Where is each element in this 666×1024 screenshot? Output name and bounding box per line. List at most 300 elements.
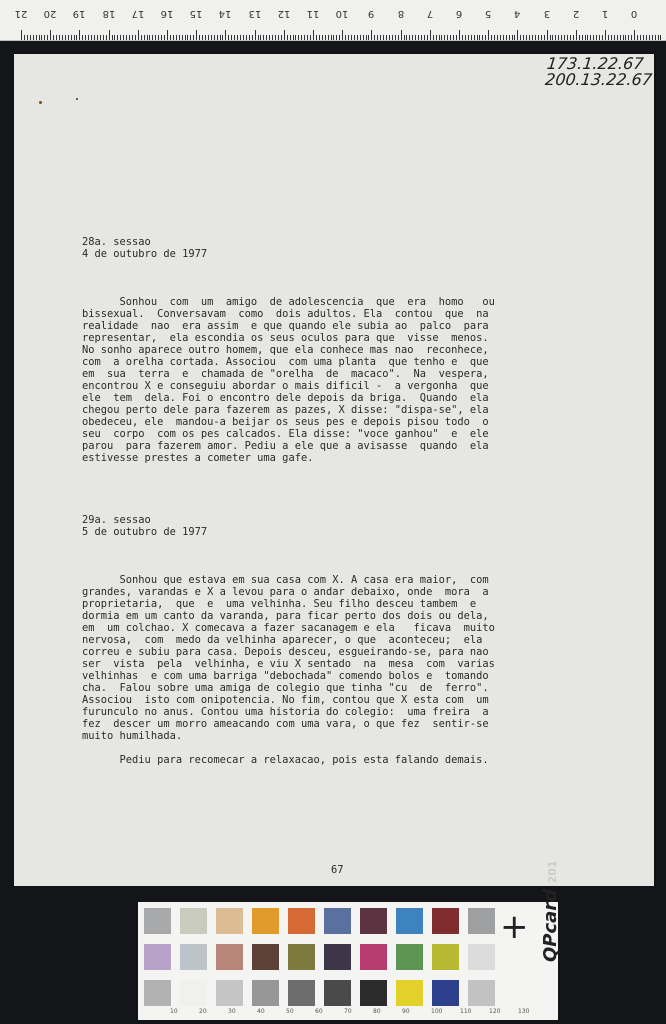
ruler-tick — [439, 35, 440, 40]
ruler-tick — [433, 35, 434, 40]
ruler-tick — [643, 35, 644, 40]
color-swatch — [144, 944, 171, 970]
color-swatch — [396, 980, 423, 1006]
ruler-tick — [152, 35, 153, 40]
ruler-tick — [570, 35, 571, 40]
ruler-tick — [246, 35, 247, 40]
ruler-tick — [550, 35, 551, 40]
ruler-tick — [649, 35, 650, 40]
ruler-label: 3 — [543, 8, 550, 19]
ruler-tick — [255, 30, 256, 40]
session-date: 4 de outubro de 1977 — [82, 248, 208, 260]
ruler-tick — [482, 35, 483, 40]
ruler-tick — [135, 35, 136, 40]
ruler-tick — [123, 35, 124, 40]
paper-spot — [39, 101, 42, 104]
scale-label: 120 — [489, 1008, 501, 1015]
ruler-tick — [587, 35, 588, 40]
card-scale — [138, 1008, 528, 1018]
ruler-tick — [552, 35, 553, 40]
ruler-tick — [27, 35, 28, 40]
text-line: No sonho aparece outro homem, que ela conhece mas nao reconhece, — [82, 344, 489, 356]
ruler-label: 7 — [426, 8, 433, 19]
text-line: encontrou X e conseguiu abordar o mais dificil - a vergonha que — [82, 380, 489, 392]
ruler-tick — [217, 35, 218, 40]
ruler-tick — [459, 30, 460, 40]
ruler-tick — [652, 35, 653, 40]
ruler-label: 19 — [73, 8, 86, 19]
color-swatch — [252, 944, 279, 970]
ruler-tick — [509, 35, 510, 40]
ruler-tick — [82, 35, 83, 40]
ruler-tick — [500, 35, 501, 40]
ruler-tick — [287, 35, 288, 40]
color-swatch — [432, 908, 459, 934]
ruler-tick — [640, 35, 641, 40]
text-line: ele tem dela. Foi o encontro dele depois da briga. Quando ela — [82, 392, 489, 404]
ruler-tick — [112, 35, 113, 40]
session-title: 28a. sessao — [82, 236, 151, 248]
ruler-label: 9 — [368, 8, 375, 19]
ruler-tick — [380, 35, 381, 40]
ruler-tick — [479, 35, 480, 40]
color-swatch — [360, 908, 387, 934]
ruler-tick — [573, 35, 574, 40]
ruler-tick — [514, 35, 515, 40]
ruler-label: 18 — [102, 8, 115, 19]
ruler-tick — [590, 35, 591, 40]
ruler-tick — [214, 35, 215, 40]
ruler-tick — [220, 35, 221, 40]
brand-name: QPcard — [540, 888, 561, 962]
ruler-tick — [176, 35, 177, 40]
scale-label: 60 — [315, 1008, 323, 1015]
ruler-tick — [412, 35, 413, 40]
ruler-tick — [316, 35, 317, 40]
ruler-tick — [322, 35, 323, 40]
ruler-tick — [477, 35, 478, 40]
ruler-tick — [453, 35, 454, 40]
page-number: 67 — [331, 864, 344, 876]
paper-spot — [76, 98, 78, 100]
brand-model: 201 — [546, 860, 559, 884]
ruler-tick — [258, 35, 259, 40]
text-line: fez descer um morro ameacando com uma vara, o que fez sentir-se — [82, 718, 489, 730]
document-page — [14, 54, 654, 886]
ruler-tick — [617, 35, 618, 40]
ruler-tick — [614, 35, 615, 40]
ruler-tick — [596, 35, 597, 40]
ruler-tick — [263, 35, 264, 40]
text-line: ser vista pela velhinha, e viu X sentado na mesa com varias — [82, 658, 495, 670]
color-swatch — [360, 944, 387, 970]
ruler-tick — [126, 35, 127, 40]
color-swatch — [324, 908, 351, 934]
ruler-tick — [357, 35, 358, 40]
ruler-tick — [211, 35, 212, 40]
ruler-tick — [109, 30, 110, 40]
ruler-label: 6 — [455, 8, 463, 19]
ruler-tick — [222, 35, 223, 40]
ruler-tick — [517, 30, 518, 40]
ruler-tick — [88, 35, 89, 40]
ruler-tick — [488, 30, 489, 40]
ruler-tick — [503, 35, 504, 40]
session-29-header — [82, 514, 207, 538]
ruler-tick — [471, 35, 472, 40]
ruler-tick — [558, 35, 559, 40]
ruler-tick — [368, 35, 369, 40]
ruler-tick — [182, 35, 183, 40]
ruler-tick — [374, 35, 375, 40]
ruler-tick — [348, 35, 349, 40]
ruler-tick — [634, 30, 635, 40]
color-swatch — [144, 908, 171, 934]
ruler-tick — [544, 35, 545, 40]
text-line: parou para fazerem amor. Pediu a ele que a avisasse quando ela — [82, 440, 489, 452]
color-swatch — [144, 980, 171, 1006]
ruler-tick — [284, 30, 285, 40]
color-swatch — [432, 944, 459, 970]
ruler-label: 13 — [248, 8, 261, 19]
ruler-tick — [512, 35, 513, 40]
scale-label: 30 — [228, 1008, 236, 1015]
ruler-tick — [97, 35, 98, 40]
text-line: representar, ela escondia os seus oculos para que visse menos. — [82, 332, 489, 344]
registration-cross-icon: + — [500, 907, 529, 947]
ruler-tick — [269, 35, 270, 40]
ruler-label: 15 — [189, 8, 203, 19]
ruler-tick — [91, 35, 92, 40]
text-line: Associou isto com onipotencia. No fim, contou que X esta com um — [82, 694, 489, 706]
ruler-tick — [106, 35, 107, 40]
ruler-tick — [185, 35, 186, 40]
ruler-label: 8 — [397, 8, 404, 19]
ruler-tick — [424, 35, 425, 40]
ruler-tick — [281, 35, 282, 40]
ruler-tick — [328, 35, 329, 40]
ruler-tick — [418, 35, 419, 40]
color-swatch — [468, 944, 495, 970]
annotation-line: 173.1.22.67 — [545, 54, 645, 73]
ruler-tick — [462, 35, 463, 40]
text-line: grandes, varandas e X a levou para o andar debaixo, onde mora a — [82, 586, 489, 598]
text-line: obedeceu, ele mandou-a beijar os seus pes e depois pisou todo o — [82, 416, 489, 428]
ruler-tick — [395, 35, 396, 40]
scale-label: 110 — [460, 1008, 472, 1015]
ruler-tick — [339, 35, 340, 40]
ruler-tick — [298, 35, 299, 40]
color-swatch — [432, 980, 459, 1006]
paragraph-gap — [82, 742, 495, 754]
ruler-tick — [415, 35, 416, 40]
ruler-tick — [132, 35, 133, 40]
ruler-tick — [202, 35, 203, 40]
ruler-tick — [497, 35, 498, 40]
color-swatch — [216, 980, 243, 1006]
ruler-tick — [149, 35, 150, 40]
text-line: Pediu para recomecar a relaxacao, pois esta falando demais. — [82, 754, 489, 766]
ruler-tick — [576, 30, 577, 40]
ruler-tick — [68, 35, 69, 40]
ruler-tick — [532, 35, 533, 40]
ruler-tick — [41, 35, 42, 40]
ruler-tick — [120, 35, 121, 40]
scale-label: 80 — [373, 1008, 381, 1015]
ruler-tick — [44, 35, 45, 40]
ruler-label: 12 — [277, 8, 291, 19]
ruler-tick — [646, 35, 647, 40]
color-swatch — [360, 980, 387, 1006]
ruler-tick — [660, 35, 661, 40]
text-line: em sua terra e chamada de "orelha de macaco". Na vespera, — [82, 368, 489, 380]
ruler-tick — [447, 35, 448, 40]
ruler-tick — [567, 35, 568, 40]
ruler-tick — [404, 35, 405, 40]
ruler-label: 17 — [131, 8, 145, 19]
ruler-tick — [30, 35, 31, 40]
ruler-tick — [582, 35, 583, 40]
ruler-tick — [129, 35, 130, 40]
text-line: com a orelha cortada. Associou com uma planta que tenho e que — [82, 356, 489, 368]
ruler-tick — [541, 35, 542, 40]
ruler-tick — [465, 35, 466, 40]
ruler-tick — [100, 35, 101, 40]
color-swatch — [396, 944, 423, 970]
handwritten-annotation — [544, 56, 654, 88]
ruler-tick — [386, 35, 387, 40]
ruler-label: 11 — [306, 8, 320, 19]
ruler-tick — [260, 35, 261, 40]
color-swatch — [324, 980, 351, 1006]
ruler-tick — [307, 35, 308, 40]
ruler-tick — [494, 35, 495, 40]
ruler-tick — [430, 30, 431, 40]
ruler-label: 2 — [572, 8, 579, 19]
ruler-tick — [389, 35, 390, 40]
ruler-tick — [56, 35, 57, 40]
ruler-label: 5 — [485, 8, 492, 19]
ruler-tick — [529, 35, 530, 40]
text-line: dormia em um canto da varanda, para ficar perto dos dois ou dela, — [82, 610, 489, 622]
ruler-tick — [199, 35, 200, 40]
ruler-tick — [585, 35, 586, 40]
color-swatch — [288, 944, 315, 970]
ruler-label: 0 — [631, 8, 638, 19]
color-swatch — [324, 944, 351, 970]
text-line: seu corpo com os pes calcados. Ela disse: "voce ganhou" e ele — [82, 428, 489, 440]
ruler-tick — [74, 35, 75, 40]
ruler-tick — [266, 35, 267, 40]
ruler-tick — [444, 35, 445, 40]
ruler-tick — [53, 35, 54, 40]
ruler-tick — [336, 35, 337, 40]
ruler-tick — [208, 35, 209, 40]
ruler-tick — [579, 35, 580, 40]
ruler-tick — [538, 35, 539, 40]
ruler-tick — [520, 35, 521, 40]
session-28-body — [82, 296, 495, 464]
scale-label: 100 — [431, 1008, 443, 1015]
annotation-line: 200.13.22.67 — [544, 70, 654, 89]
ruler-tick — [243, 35, 244, 40]
text-line: chegou perto dele para fazerem as pazes, X disse: "dispa-se", ela — [82, 404, 489, 416]
ruler-tick — [325, 35, 326, 40]
session-28-header — [82, 236, 207, 260]
ruler-tick — [301, 35, 302, 40]
ruler-tick — [611, 35, 612, 40]
color-swatch — [216, 908, 243, 934]
ruler-tick — [62, 35, 63, 40]
ruler-tick — [85, 35, 86, 40]
ruler-label: 20 — [43, 8, 57, 19]
ruler-tick — [655, 35, 656, 40]
ruler-tick — [564, 35, 565, 40]
ruler-tick — [658, 35, 659, 40]
ruler-tick — [59, 35, 60, 40]
ruler-tick — [593, 35, 594, 40]
scale-label: 40 — [257, 1008, 265, 1015]
ruler-tick — [450, 35, 451, 40]
ruler-tick — [401, 30, 402, 40]
text-line: velhinhas e com uma barriga "debochada" comendo bolos e tomando — [82, 670, 489, 682]
ruler-label: 1 — [601, 8, 609, 19]
ruler-tick — [138, 30, 139, 40]
ruler-tick — [360, 35, 361, 40]
ruler-tick — [117, 35, 118, 40]
ruler-tick — [398, 35, 399, 40]
ruler-tick — [436, 35, 437, 40]
ruler-tick — [561, 35, 562, 40]
ruler-tick — [173, 35, 174, 40]
ruler-tick — [331, 35, 332, 40]
ruler-tick — [237, 35, 238, 40]
ruler-tick — [345, 35, 346, 40]
ruler-tick — [623, 35, 624, 40]
ruler-tick — [249, 35, 250, 40]
ruler-tick — [421, 35, 422, 40]
ruler-tick — [65, 35, 66, 40]
ruler-tick — [602, 35, 603, 40]
ruler-tick — [625, 35, 626, 40]
ruler-tick — [637, 35, 638, 40]
ruler-tick — [468, 35, 469, 40]
ruler-tick — [295, 35, 296, 40]
ruler-tick — [474, 35, 475, 40]
color-swatch — [180, 908, 207, 934]
ruler-tick — [628, 35, 629, 40]
ruler-tick — [179, 35, 180, 40]
text-line: nervosa, com medo da velhinha aparecer, o que aconteceu; ela — [82, 634, 483, 646]
ruler-tick — [383, 35, 384, 40]
ruler-tick — [363, 35, 364, 40]
ruler-tick — [103, 35, 104, 40]
ruler-tick — [147, 35, 148, 40]
ruler-tick — [409, 35, 410, 40]
ruler-tick — [24, 35, 25, 40]
ruler-tick — [377, 35, 378, 40]
ruler-tick — [94, 35, 95, 40]
ruler-tick — [144, 35, 145, 40]
ruler-label: 14 — [219, 8, 232, 19]
ruler-tick — [605, 30, 606, 40]
ruler-tick — [351, 35, 352, 40]
ruler-tick — [225, 30, 226, 40]
session-title: 29a. sessao — [82, 514, 151, 526]
color-swatch — [252, 980, 279, 1006]
ruler-tick — [50, 30, 51, 40]
ruler-tick — [319, 35, 320, 40]
scale-label: 20 — [199, 1008, 207, 1015]
ruler-tick — [155, 35, 156, 40]
text-line: furunculo no anus. Contou uma historia do colegio: uma freira a — [82, 706, 489, 718]
scale-label: 10 — [170, 1008, 178, 1015]
ruler-label: 10 — [335, 8, 349, 19]
ruler-tick — [333, 35, 334, 40]
ruler-tick — [555, 35, 556, 40]
ruler-tick — [441, 35, 442, 40]
color-swatch — [252, 908, 279, 934]
ruler-tick — [631, 35, 632, 40]
color-swatch — [288, 980, 315, 1006]
ruler-tick — [406, 35, 407, 40]
ruler-tick — [252, 35, 253, 40]
ruler-tick — [170, 35, 171, 40]
ruler-tick — [36, 35, 37, 40]
color-swatch — [180, 944, 207, 970]
text-line: bissexual. Conversavam como dois adultos. Ela contou que na — [82, 308, 489, 320]
ruler-tick — [114, 35, 115, 40]
ruler-tick — [231, 35, 232, 40]
color-swatch — [180, 980, 207, 1006]
session-date: 5 de outubro de 1977 — [82, 526, 208, 538]
ruler-tick — [39, 35, 40, 40]
ruler-tick — [278, 35, 279, 40]
ruler-tick — [366, 35, 367, 40]
ruler-tick — [371, 30, 372, 40]
color-swatch — [396, 908, 423, 934]
ruler-tick — [33, 35, 34, 40]
ruler-tick — [79, 30, 80, 40]
ruler-tick — [523, 35, 524, 40]
scale-label: 70 — [344, 1008, 352, 1015]
ruler-tick — [158, 35, 159, 40]
text-line: Sonhou que estava em sua casa com X. A casa era maior, com — [82, 574, 489, 586]
ruler-tick — [196, 30, 197, 40]
ruler-tick — [167, 30, 168, 40]
scale-label: 50 — [286, 1008, 294, 1015]
ruler-tick — [21, 30, 22, 40]
ruler-tick — [620, 35, 621, 40]
ruler-tick — [272, 35, 273, 40]
text-line: proprietaria, que e uma velhinha. Seu filho desceu tambem e — [82, 598, 477, 610]
ruler-tick — [141, 35, 142, 40]
text-line: Sonhou com um amigo de adolescencia que era homo ou — [82, 296, 495, 308]
ruler-tick — [342, 30, 343, 40]
ruler-tick — [293, 35, 294, 40]
ruler-tick — [506, 35, 507, 40]
ruler-tick — [313, 30, 314, 40]
ruler-tick — [240, 35, 241, 40]
ruler-tick — [228, 35, 229, 40]
color-swatch — [288, 908, 315, 934]
ruler-tick — [47, 35, 48, 40]
ruler-tick — [71, 35, 72, 40]
text-line: estivesse prestes a cometer uma gafe. — [82, 452, 314, 464]
ruler-tick — [485, 35, 486, 40]
session-29-body — [82, 574, 495, 766]
ruler-tick — [187, 35, 188, 40]
